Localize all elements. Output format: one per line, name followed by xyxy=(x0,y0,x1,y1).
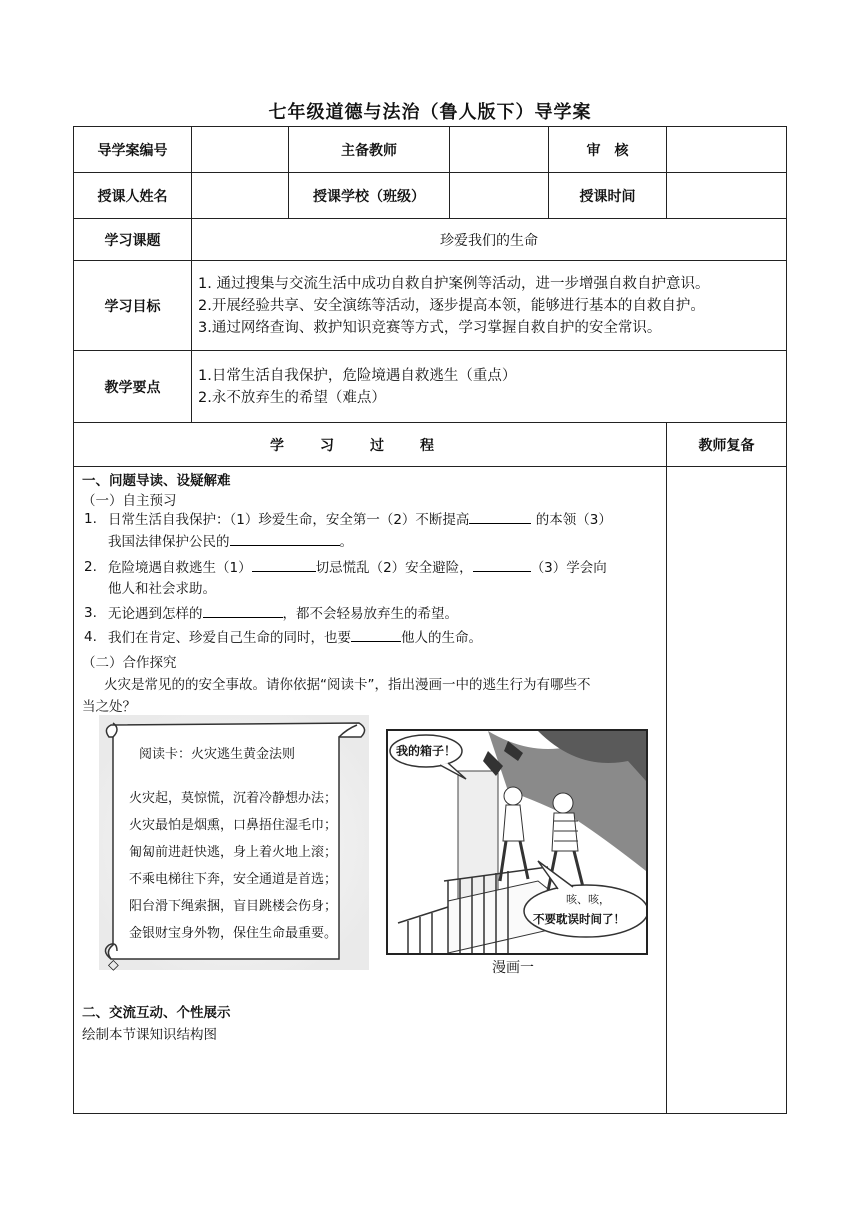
process-header: 学习过程 xyxy=(74,423,667,467)
label-topic: 学习课题 xyxy=(74,219,192,261)
value-plan-number[interactable] xyxy=(192,127,289,173)
value-review[interactable] xyxy=(667,127,787,173)
question-text: 日常生活自我保护：（1）珍爱生命，安全第一（2）不断提高 xyxy=(108,512,470,528)
section1-title: 一、问题导读、设疑解难 xyxy=(82,473,231,489)
inquiry-paragraph: 火灾是常见的的安全事故。请你依据“阅读卡”，指出漫画一中的逃生行为有哪些不 xyxy=(104,677,591,693)
page-title: 七年级道德与法治（鲁人版下）导学案 xyxy=(268,102,592,123)
goals-list xyxy=(192,261,787,351)
goal-item: 3.通过网络查询、救护知识竞赛等方式，学习掌握自救自护的安全常识。 xyxy=(198,319,662,336)
question-text: 他人的生命。 xyxy=(401,630,482,646)
question-number: 2. xyxy=(84,559,97,575)
question-text: 我们在肯定、珍爱自己生命的同时，也要 xyxy=(108,630,351,646)
label-review: 审 核 xyxy=(549,127,667,173)
question-text: 。 xyxy=(339,534,353,550)
comic-bubble-hurry: 不要耽误时间了！ xyxy=(533,912,625,926)
fill-blank[interactable] xyxy=(252,557,316,572)
label-teacher-name: 授课人姓名 xyxy=(74,173,192,219)
fill-blank[interactable] xyxy=(203,603,283,618)
comic-illustration xyxy=(386,729,648,955)
question-text: 他人和社会求助。 xyxy=(108,581,216,597)
question-number: 4. xyxy=(84,629,97,645)
comic-bubble-cough: 咳、咳， xyxy=(566,893,610,906)
question-text: ，都不会轻易放弃生的希望。 xyxy=(282,606,458,622)
process-content xyxy=(74,467,667,1114)
keypoint-item: 1.日常生活自我保护，危险境遇自救逃生（重点） xyxy=(198,367,517,384)
rule-line: 火灾最怕是烟熏，口鼻捂住湿毛巾； xyxy=(129,818,338,833)
rule-line: 不乘电梯往下奔，安全通道是首选； xyxy=(129,872,338,887)
diamond-symbol: ◇ xyxy=(108,957,119,973)
question-number: 3. xyxy=(84,605,97,621)
value-lead-teacher[interactable] xyxy=(450,127,549,173)
label-school-class: 授课学校（班级） xyxy=(289,173,450,219)
question-number: 1. xyxy=(84,511,97,527)
rule-line: 火灾起，莫惊慌，沉着冷静想办法； xyxy=(129,791,338,806)
reading-card-title: 阅读卡：火灾逃生黄金法则 xyxy=(139,747,296,762)
label-keypoints: 教学要点 xyxy=(74,351,192,423)
fill-blank[interactable] xyxy=(473,557,531,572)
label-goals: 学习目标 xyxy=(74,261,192,351)
rule-line: 金银财宝身外物，保住生命最重要。 xyxy=(129,926,338,941)
value-topic: 珍爱我们的生命 xyxy=(192,219,787,261)
keypoints-list xyxy=(192,351,787,423)
rule-line: 匍匐前进赶快逃，身上着火地上滚； xyxy=(129,845,338,860)
comic-bubble-luggage: 我的箱子！ xyxy=(396,744,457,758)
value-teacher-name[interactable] xyxy=(192,173,289,219)
question-text: 切忌慌乱（2）安全避险， xyxy=(315,560,473,576)
teacher-review-header: 教师复备 xyxy=(667,423,787,467)
teacher-review-area[interactable] xyxy=(667,467,787,1114)
value-class-time[interactable] xyxy=(667,173,787,219)
rule-line: 阳台滑下绳索捆，盲目跳楼会伤身； xyxy=(129,899,338,914)
subsection-inquiry: （二）合作探究 xyxy=(82,655,177,671)
label-lead-teacher: 主备教师 xyxy=(289,127,450,173)
reading-card-rules xyxy=(129,785,337,947)
comic-caption: 漫画一 xyxy=(492,960,534,976)
section2-title: 二、交流互动、个性展示 xyxy=(82,1005,231,1021)
fill-blank[interactable] xyxy=(469,509,531,524)
fill-blank[interactable] xyxy=(230,531,340,546)
section2-task: 绘制本节课知识结构图 xyxy=(82,1027,217,1043)
value-school-class[interactable] xyxy=(450,173,549,219)
question-text: 我国法律保护公民的 xyxy=(108,534,230,550)
label-class-time: 授课时间 xyxy=(549,173,667,219)
keypoint-item: 2.永不放弃生的希望（难点） xyxy=(198,389,386,406)
subsection-preview: （一）自主预习 xyxy=(82,493,177,509)
reading-card xyxy=(99,715,369,970)
question-text: （3）学会向 xyxy=(530,560,607,576)
question-text: 危险境遇自救逃生（1） xyxy=(108,560,252,576)
question-text: 的本领（3） xyxy=(531,512,612,528)
goal-item: 1. 通过搜集与交流生活中成功自救自护案例等活动，进一步增强自救自护意识。 xyxy=(198,275,710,292)
label-plan-number: 导学案编号 xyxy=(74,127,192,173)
goal-item: 2.开展经验共享、安全演练等活动，逐步提高本领，能够进行基本的自救自护。 xyxy=(198,297,705,314)
question-text: 无论遇到怎样的 xyxy=(108,606,203,622)
inquiry-paragraph: 当之处？ xyxy=(82,699,136,715)
lesson-table xyxy=(73,126,787,1114)
fill-blank[interactable] xyxy=(351,627,401,642)
